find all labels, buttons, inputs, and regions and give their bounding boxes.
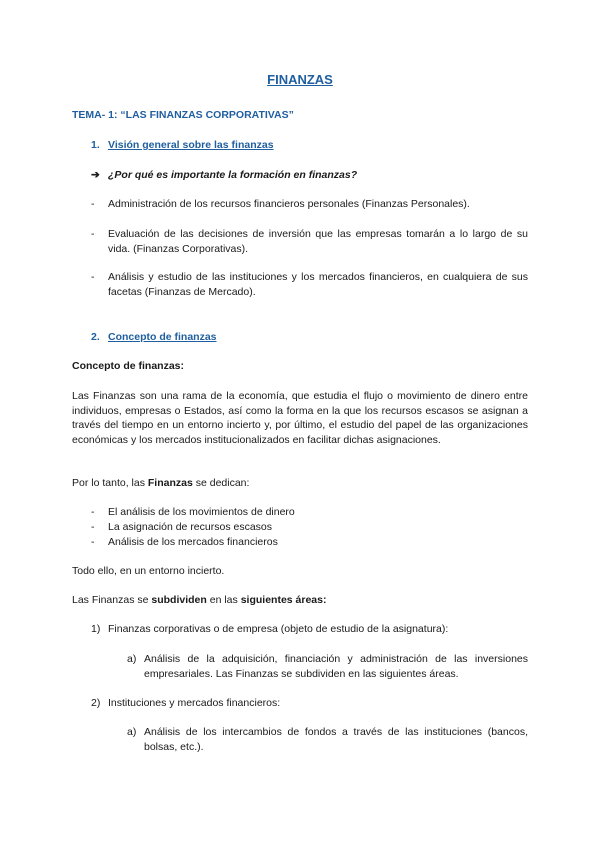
area-sub-text: Análisis de los intercambios de fondos a través de las instituciones (bancos, bolsas, etc.). [144,726,528,753]
list-item [72,197,528,212]
area-label: Instituciones y mercados financieros: [108,697,281,709]
dash-marker: - [91,521,95,533]
list-item-text: Análisis de los mercados financieros [108,536,278,548]
dash-marker: - [91,198,95,210]
list-item [72,227,528,256]
area-subitem [72,725,528,754]
topic-heading: TEMA- 1: “LAS FINANZAS CORPORATIVAS” [72,109,294,121]
list-item [72,270,528,299]
list-item-text: Análisis y estudio de las instituciones y los mercados financieros, en cualquiera de sus facetas (Finanzas de Mercado). [108,271,528,298]
dash-marker: - [91,271,95,283]
document-title: FINANZAS [267,72,333,87]
list-item-text: El análisis de los movimientos de dinero [108,506,295,518]
areas-bold-2: siguientes áreas: [240,594,327,606]
question-text: ¿Por qué es importante la formación en finanzas? [108,169,358,181]
dash-marker: - [91,536,95,548]
area-item [72,696,528,711]
dedican-bold: Finanzas [147,477,193,489]
section-1-number: 1. [91,139,100,151]
area-sub-number: a) [127,653,137,665]
concept-paragraph: Las Finanzas son una rama de la economía, que estudia el flujo o movimiento de dinero entre individuos, empresas o Estados, así como la forma en la que los recursos escasos se asignan a través del tiempo en un entorno incierto y, por último, el estudio del papel de las organizaciones económicas y los mercados institucionalizados en facilitar dichas asignaciones. [72,390,528,446]
section-2-title[interactable]: Concepto de finanzas [108,331,217,343]
list-item [72,535,528,550]
dedican-intro [72,476,528,491]
areas-text-1: Las Finanzas se [72,594,152,606]
area-number: 1) [91,623,101,635]
dedican-post: se dedican: [192,477,250,489]
list-item-text: La asignación de recursos escasos [108,521,273,533]
list-item [72,520,528,535]
areas-bold-1: subdividen [151,594,207,606]
area-subitem [72,652,528,681]
section-2-number: 2. [91,331,100,343]
dash-marker: - [91,506,95,518]
concept-subheading: Concepto de finanzas: [72,360,185,372]
area-number: 2) [91,697,101,709]
areas-intro [72,593,528,608]
entorno-text: Todo ello, en un entorno incierto. [72,565,225,577]
list-item [72,505,528,520]
arrow-icon: ➔ [91,169,100,181]
areas-text-2: en las [206,594,241,606]
dash-marker: - [91,228,95,240]
dedican-pre: Por lo tanto, las [72,477,148,489]
area-item [72,622,528,637]
area-sub-number: a) [127,726,137,738]
list-item-text: Administración de los recursos financieros personales (Finanzas Personales). [108,198,470,210]
list-item-text: Evaluación de las decisiones de inversión que las empresas tomarán a lo largo de su vida. (Finanzas Corporativas). [108,228,528,255]
section-1-title[interactable]: Visión general sobre las finanzas [108,139,274,151]
area-label: Finanzas corporativas o de empresa (objeto de estudio de la asignatura): [108,623,449,635]
area-sub-text: Análisis de la adquisición, financiación y administración de las inversiones empresariales. Las Finanzas se subdividen en las siguientes áreas. [144,653,528,680]
